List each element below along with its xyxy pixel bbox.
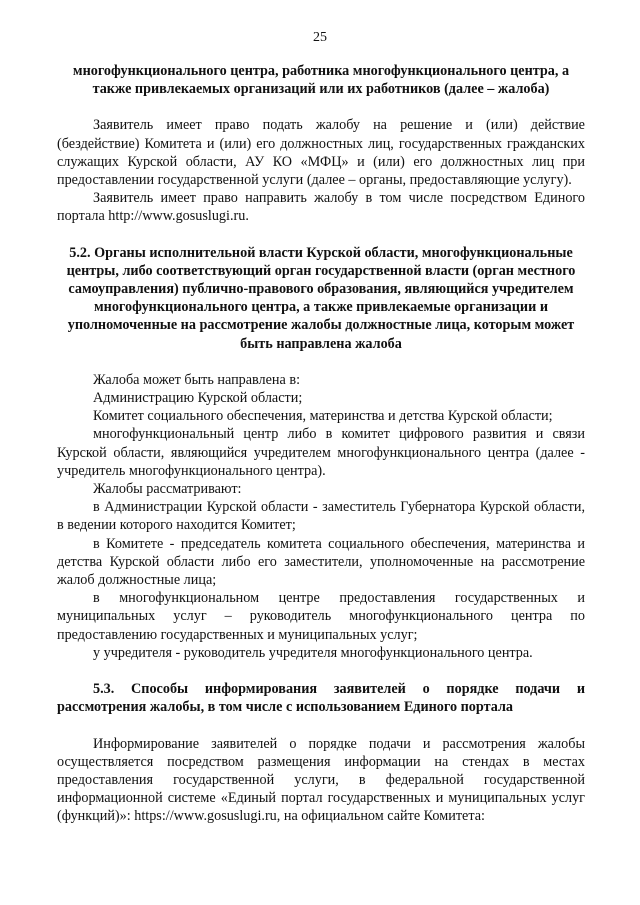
section-5-2-paragraph: Комитет социального обеспечения, материнства и детства Курской области;	[93, 408, 553, 425]
page-number: 25	[313, 30, 327, 45]
document-body	[57, 62, 585, 826]
section-5-2-paragraph: многофункциональный центр либо в комитет цифрового развития и связи Курской области, являющийся учредителем многофункционального центра (далее - учредитель многофункционального центра).	[57, 426, 585, 479]
intro-heading: многофункционального центра, работника многофункционального центра, а также привлекаемых организаций или их работников (далее – жалоба)	[72, 63, 570, 98]
intro-paragraph: Заявитель имеет право направить жалобу в том числе посредством Единого портала http://www.gosuslugi.ru.	[57, 190, 585, 225]
section-5-2-heading: 5.2. Органы исполнительной власти Курской области, многофункциональные центры, либо соответствующий орган государственной власти (орган местного самоуправления) публично-правового образования, являющийся учредителем многофункционального центра, а также привлекаемые организации и уполномоченные на рассмотрение жалобы должностные лица, которым может быть направлена жалоба	[66, 244, 576, 352]
section-5-2-paragraph: в Комитете - председатель комитета социального обеспечения, материнства и детства Курской области либо его заместители, уполномоченные на рассмотрение жалоб должностные лица;	[57, 535, 585, 589]
section-5-3-paragraph: Информирование заявителей о порядке подачи и рассмотрения жалобы осуществляется посредством размещения информации на стендах в местах предоставления государственной услуги, в федеральной государственной информационной системе «Единый портал государственных и муниципальных услуг (функций)»: https://www.gosuslugi.ru, на официальном сайте Комитета:	[57, 735, 585, 825]
section-5-2-paragraph: в многофункциональном центре предоставления государственных и муниципальных услуг – руководитель многофункционального центра по предоставлению государственных и муниципальных услуг;	[57, 590, 585, 643]
section-5-2-paragraph: у учредителя - руководитель учредителя многофункционального центра.	[93, 644, 533, 661]
intro-paragraph: Заявитель имеет право подать жалобу на решение и (или) действие (бездействие) Комитета и (или) его должностных лиц, государственных гражданских служащих Курской области, АУ КО «МФЦ» и (или) его должностных лиц при предоставлении государственной услуги (далее – органы, предоставляющие услугу).	[57, 117, 585, 189]
section-5-2-paragraph: Жалобы рассматривают:	[93, 481, 242, 498]
section-5-2-paragraph: Жалоба может быть направлена в:	[93, 371, 301, 388]
section-5-2-paragraph: в Администрации Курской области - заместитель Губернатора Курской области, в ведении которого находится Комитет;	[57, 499, 585, 534]
section-5-2-paragraph: Администрацию Курской области;	[93, 390, 303, 407]
section-5-3-heading: 5.3. Способы информирования заявителей о порядке подачи и рассмотрения жалобы, в том числе с использованием Единого портала	[57, 681, 585, 716]
